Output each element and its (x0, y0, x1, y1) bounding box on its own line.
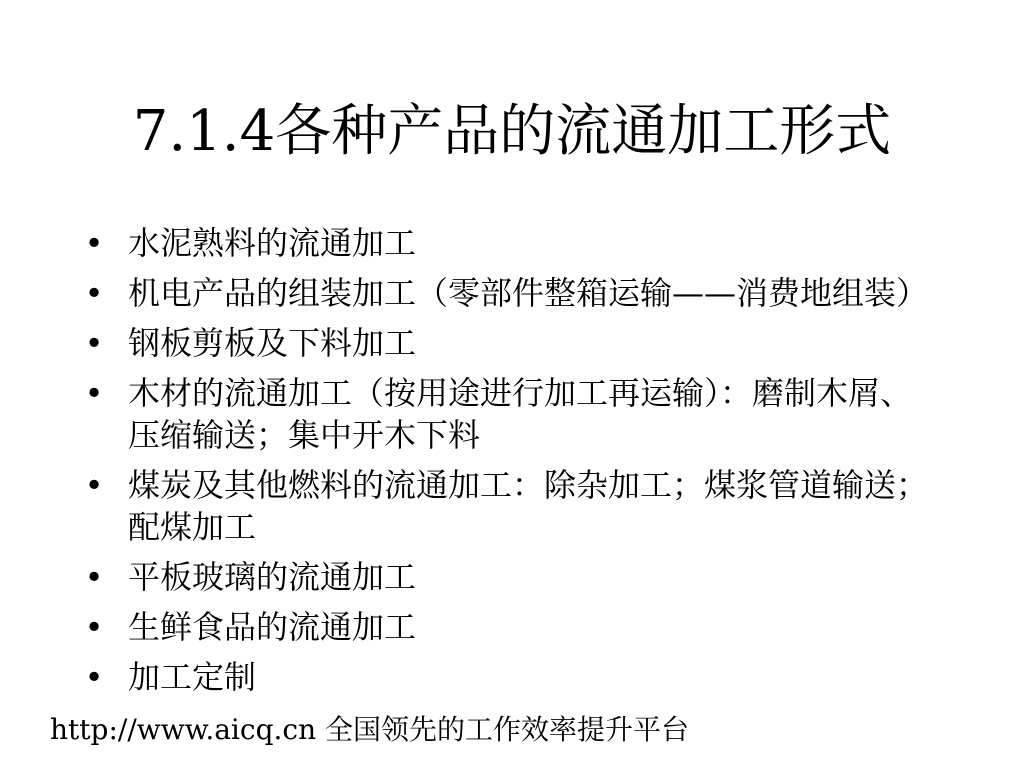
bullet-dot-icon: • (84, 558, 104, 596)
bullet-text: 生鲜食品的流通加工 (128, 608, 417, 646)
bullet-item (84, 272, 934, 314)
bullet-list (84, 222, 934, 706)
bullet-text: 水泥熟料的流通加工 (128, 224, 417, 262)
bullet-text: 加工定制 (128, 658, 257, 696)
slide-title: 7.1.4各种产品的流通加工形式 (132, 99, 892, 164)
bullet-text: 平板玻璃的流通加工 (128, 558, 417, 596)
bullet-item (84, 222, 934, 264)
bullet-dot-icon: • (84, 608, 104, 646)
bullet-item (84, 322, 934, 364)
bullet-item (84, 656, 934, 698)
bullet-item (84, 464, 934, 548)
bullet-dot-icon: • (84, 274, 104, 312)
footer-watermark-text: http://www.aicq.cn 全国领先的工作效率提升平台 (50, 713, 690, 746)
bullet-dot-icon: • (84, 324, 104, 362)
bullet-item (84, 372, 934, 456)
bullet-item (84, 556, 934, 598)
bullet-text: 木材的流通加工（按用途进行加工再运输）：磨制木屑、压缩输送；集中开木下料 (128, 374, 913, 454)
bullet-text: 煤炭及其他燃料的流通加工：除杂加工；煤浆管道输送；配煤加工 (128, 466, 929, 546)
bullet-dot-icon: • (84, 224, 104, 262)
bullet-dot-icon: • (84, 466, 104, 504)
bullet-text: 钢板剪板及下料加工 (128, 324, 417, 362)
bullet-item (84, 606, 934, 648)
bullet-dot-icon: • (84, 658, 104, 696)
bullet-dot-icon: • (84, 374, 104, 412)
bullet-text: 机电产品的组装加工（零部件整箱运输——消费地组装） (128, 274, 929, 312)
